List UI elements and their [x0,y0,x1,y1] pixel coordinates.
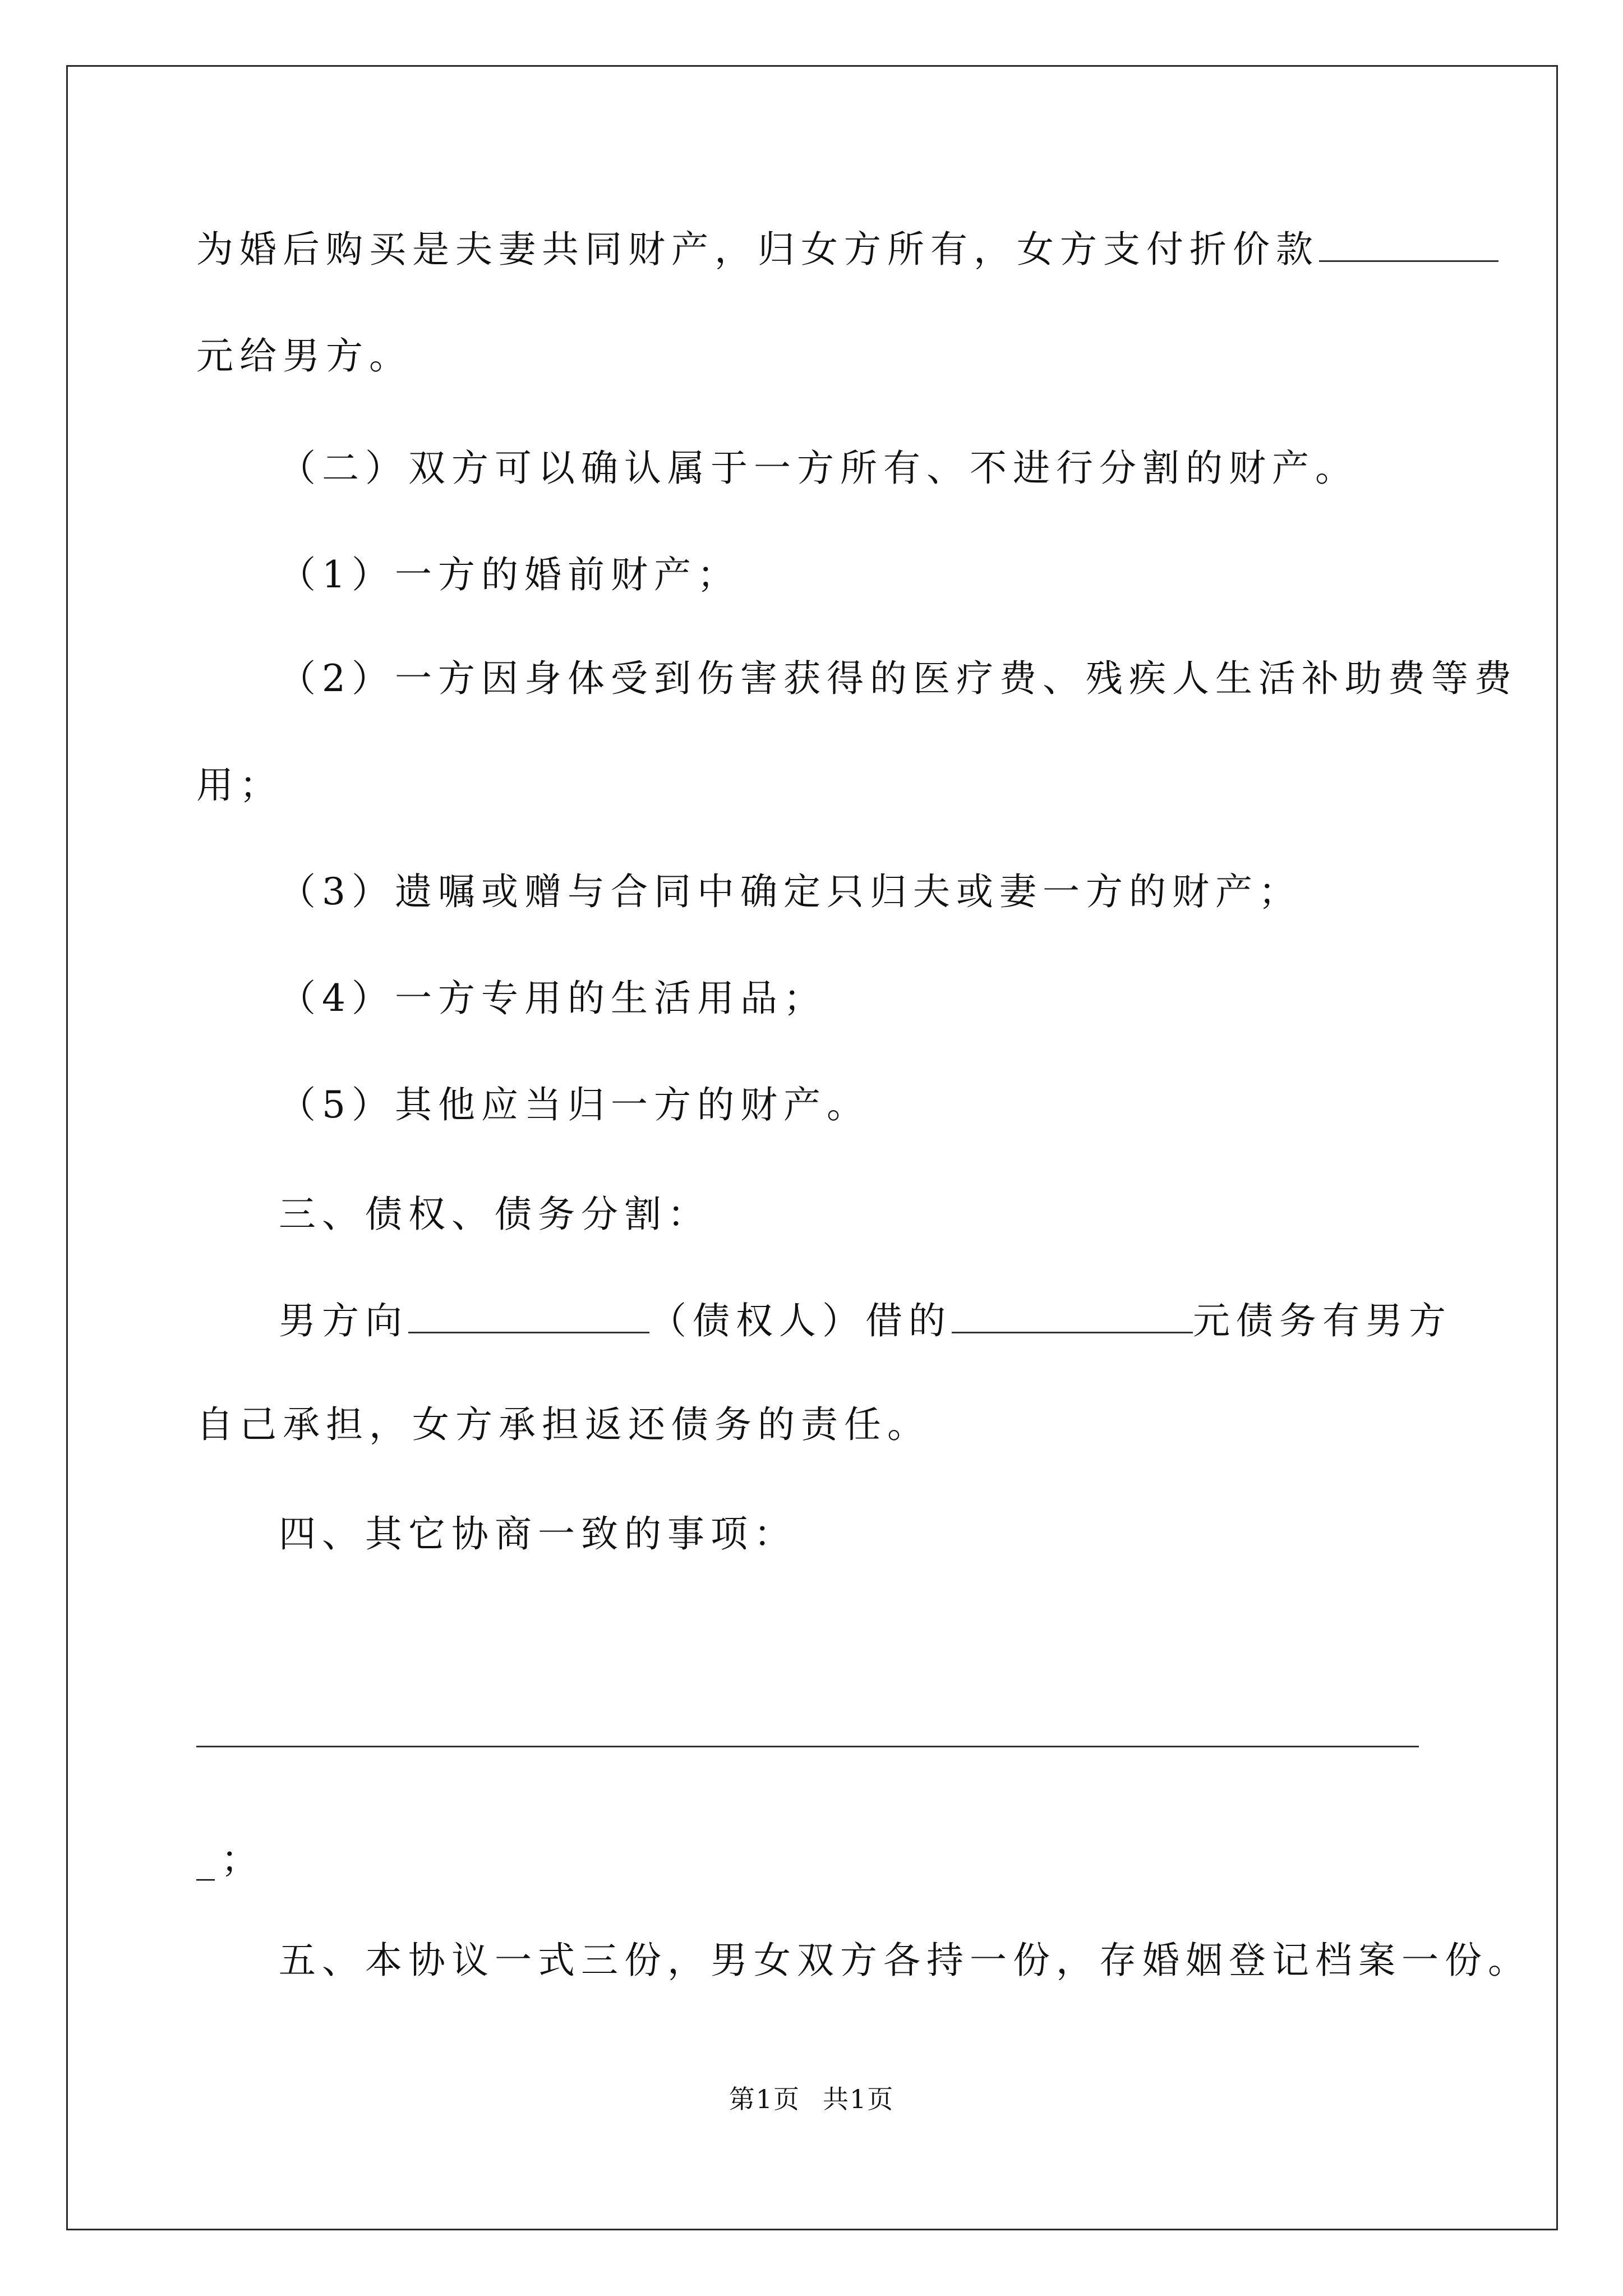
text-segment: （债权人）借的 [649,1299,952,1342]
list-item-4: （4）一方专用的生活用品； [279,977,827,1020]
section-heading-two: （二）双方可以确认属于一方所有、不进行分割的财产。 [279,447,1358,490]
paragraph-line-2: 元给男方。 [196,334,412,378]
list-item-5: （5）其他应当归一方的财产。 [279,1083,870,1126]
list-item-2: （2）一方因身体受到伤害获得的医疗费、残疾人生活补助费等费 [279,657,1518,700]
fill-blank-debt-amount[interactable] [952,1298,1193,1333]
page-number: 第1页 [728,2084,800,2114]
list-item-1: （1）一方的婚前财产； [279,553,740,596]
text-segment: 元债务有男方 [1193,1299,1452,1342]
fill-blank-amount[interactable] [1319,227,1498,262]
section-heading-three: 三、债权、债务分割： [279,1193,711,1236]
debt-line-continued: 自己承担，女方承担返还债务的责任。 [196,1403,930,1446]
list-item-3: （3）遗嘱或赠与合同中确定只归夫或妻一方的财产； [279,870,1302,913]
section-heading-five: 五、本协议一式三份，男女双方各持一份，存婚姻登记档案一份。 [279,1939,1531,1982]
list-item-2-continued: 用； [196,763,283,807]
page-footer [0,2082,1623,2116]
section-heading-four: 四、其它协商一致的事项： [279,1512,797,1556]
fill-blank-other-matters[interactable] [196,1746,1419,1747]
blank-line-end: _； [196,1838,264,1881]
page-total: 共1页 [823,2084,895,2114]
debt-line [279,1296,1452,1346]
page-border [66,65,1558,2230]
text-segment: 男方向 [279,1299,408,1342]
text-segment: 为婚后购买是夫妻共同财产，归女方所有，女方支付折价款 [196,228,1319,271]
paragraph-line-1 [196,224,1498,275]
fill-blank-creditor[interactable] [408,1298,649,1333]
